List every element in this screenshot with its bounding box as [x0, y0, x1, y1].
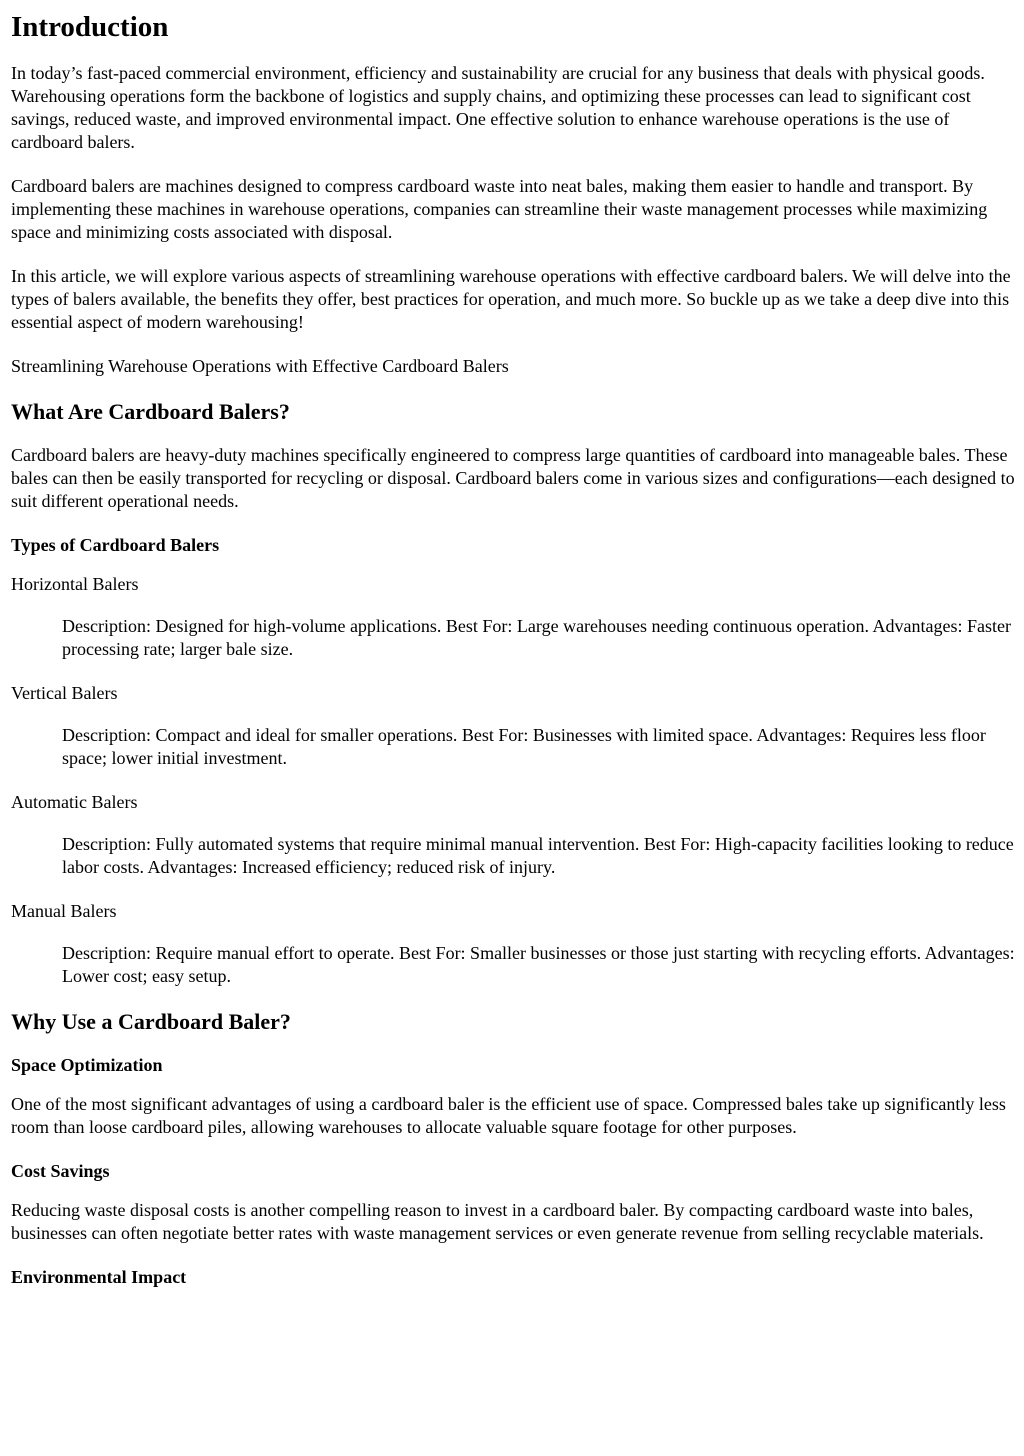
space-optimization-paragraph: One of the most significant advantages of using a cardboard baler is the efficient use of space. Compressed bales take up significantly less room than loose cardboard piles, allowing warehouses to allocate valuable square footage for other purposes.: [11, 1094, 1006, 1137]
intro-heading: Introduction: [11, 11, 169, 43]
space-optimization-heading: Space Optimization: [11, 1055, 163, 1075]
baler-type-detail: Description: Fully automated systems that require minimal manual intervention. Best For: High-capacity facilities looking to reduce labor costs. Advantages: Increased efficiency; reduced risk of injury.: [62, 834, 1014, 877]
baler-type-name: Manual Balers: [11, 901, 117, 921]
baler-type-detail: Description: Compact and ideal for smaller operations. Best For: Businesses with limited space. Advantages: Requires less floor space; lower initial investment.: [62, 725, 986, 768]
article: [0, 10, 1024, 1288]
why-heading: Why Use a Cardboard Baler?: [11, 1009, 291, 1034]
article-subtitle: Streamlining Warehouse Operations with Effective Cardboard Balers: [11, 356, 509, 376]
cost-savings-heading: Cost Savings: [11, 1161, 110, 1181]
intro-paragraph: Cardboard balers are machines designed to compress cardboard waste into neat bales, making them easier to handle and transport. By implementing these machines in warehouse operations, companies can streamline their waste management processes while maximizing space and minimizing costs associated with disposal.: [11, 176, 988, 242]
baler-type-detail: Description: Designed for high-volume applications. Best For: Large warehouses needing continuous operation. Advantages: Faster processing rate; larger bale size.: [62, 616, 1011, 659]
baler-type-name: Automatic Balers: [11, 792, 138, 812]
types-heading: Types of Cardboard Balers: [11, 535, 220, 555]
intro-paragraph: In today’s fast-paced commercial environment, efficiency and sustainability are crucial for any business that deals with physical goods. Warehousing operations form the backbone of logistics and supply chains, and optimizing these processes can lead to significant cost savings, reduced waste, and improved environmental impact. One effective solution to enhance warehouse operations is the use of cardboard balers.: [11, 63, 985, 152]
environmental-impact-heading: Environmental Impact: [11, 1267, 187, 1287]
baler-type-detail: Description: Require manual effort to operate. Best For: Smaller businesses or those just starting with recycling efforts. Advantages: Lower cost; easy setup.: [62, 943, 1015, 986]
intro-paragraph: In this article, we will explore various aspects of streamlining warehouse operations with effective cardboard balers. We will delve into the types of balers available, the benefits they offer, best practices for operation, and much more. So buckle up as we take a deep dive into this essential aspect of modern warehousing!: [11, 266, 1011, 332]
what-paragraph: Cardboard balers are heavy-duty machines specifically engineered to compress large quantities of cardboard into manageable bales. These bales can then be easily transported for recycling or disposal. Cardboard balers come in various sizes and configurations—each designed to suit different operational needs.: [11, 445, 1015, 511]
cost-savings-paragraph: Reducing waste disposal costs is another compelling reason to invest in a cardboard baler. By compacting cardboard waste into bales, businesses can often negotiate better rates with waste management services or even generate revenue from selling recyclable materials.: [11, 1200, 984, 1243]
baler-type-name: Vertical Balers: [11, 683, 118, 703]
baler-type-name: Horizontal Balers: [11, 574, 139, 594]
what-heading: What Are Cardboard Balers?: [11, 399, 290, 424]
